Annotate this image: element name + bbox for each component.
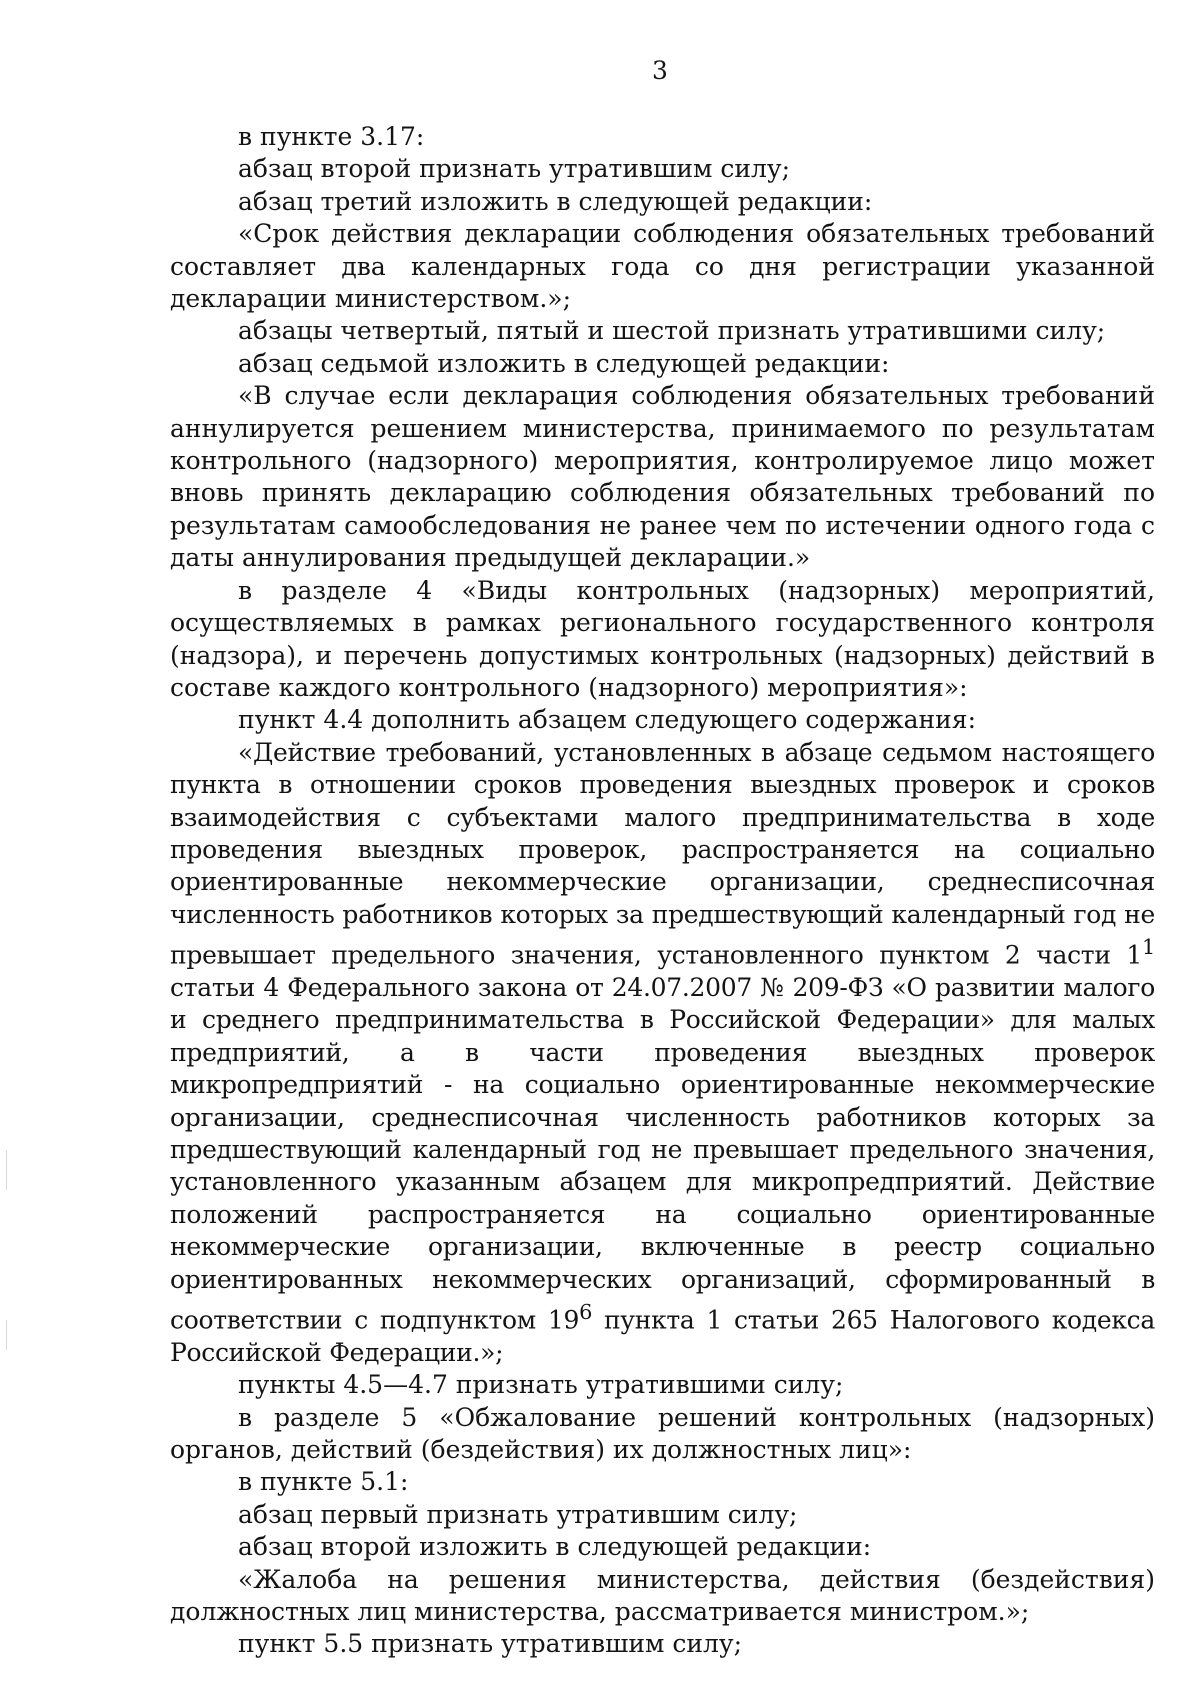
paragraph: «Жалоба на решения министерства, действия (бездействия) должностных лиц министерства, рассматривается министром.»; [170,1564,1155,1626]
scan-edge-mark [6,1150,7,1190]
paragraph: в разделе 5 «Обжалование решений контрольных (надзорных) органов, действий (бездействия) их должностных лиц»: [170,1402,1155,1464]
document-body [170,121,1155,1661]
superscript: 1 [1142,935,1155,960]
paragraph-text: пункта 1 статьи 265 Налогового кодекса Российской Федерации.»; [170,1305,1155,1367]
paragraph: абзац первый признать утратившим силу; [238,1499,798,1529]
paragraph: в пункте 5.1: [238,1467,409,1497]
paragraph: «Срок действия декларации соблюдения обязательных требований составляет два календарных года со дня регистрации указанной декларации министерством.»; [170,219,1155,314]
paragraph: абзац второй изложить в следующей редакции: [238,1532,872,1562]
scan-edge-mark [6,1320,7,1350]
paragraph: «В случае если декларация соблюдения обязательных требований аннулируется решением министерства, принимаемого по результатам контрольного (надзорного) мероприятия, контролируемое лицо может вновь принять декларацию соблюдения обязательных требований по результатам самообследования не ранее чем по истечении одного года с даты аннулирования предыдущей декларации.» [170,381,1155,573]
paragraph: пункт 5.5 признать утратившим силу; [238,1629,743,1659]
paragraph: абзац седьмой изложить в следующей редакции: [238,348,890,378]
paragraph: абзацы четвертый, пятый и шестой признать утратившими силу; [238,316,1106,346]
page-number: 3 [652,56,668,85]
paragraph: в разделе 4 «Виды контрольных (надзорных) мероприятий, осуществляемых в рамках регионального государственного контроля (надзора), и перечень допустимых контрольных (надзорных) действий в составе каждого контрольного (надзорного) мероприятия»: [170,575,1155,702]
paragraph-text: статьи 4 Федерального закона от 24.07.2007 № 209-ФЗ «О развитии малого и среднего предпринимательства в Российской Федерации» для малых предприятий, а в части проведения выездных проверок микропредприятий - на социально ориентированные некоммерческие организации, среднесписочная численность работников которых за предшествующий календарный год не превышает предельного значения, установленного указанным абзацем для микропредприятий. Действие положений распространяется на социально ориентированные некоммерческие организации, включенные в реестр социально ориентированных некоммерческих организаций, сформированный в соответствии с подпунктом 19 [170,972,1155,1335]
paragraph: абзац третий изложить в следующей редакции: [238,186,873,216]
superscript: 6 [579,1299,593,1324]
paragraph-text: «Действие требований, установленных в абзаце седьмом настоящего пункта в отношении сроков проведения выездных проверок и сроков взаимодействия с субъектами малого предпринимательства в ходе проведения выездных проверок, распространяется на социально ориентированные некоммерческие организации, среднесписочная численность работников которых за предшествующий календарный год не превышает предельного значения, установленного пунктом 2 части 1 [170,737,1155,970]
paragraph: в пункте 3.17: [238,122,425,151]
paragraph: пункты 4.5—4.7 признать утратившими силу; [238,1370,844,1400]
paragraph-with-footnotes [170,737,1155,1369]
paragraph: абзац второй признать утратившим силу; [238,154,791,184]
paragraph: пункт 4.4 дополнить абзацем следующего содержания: [238,705,977,735]
